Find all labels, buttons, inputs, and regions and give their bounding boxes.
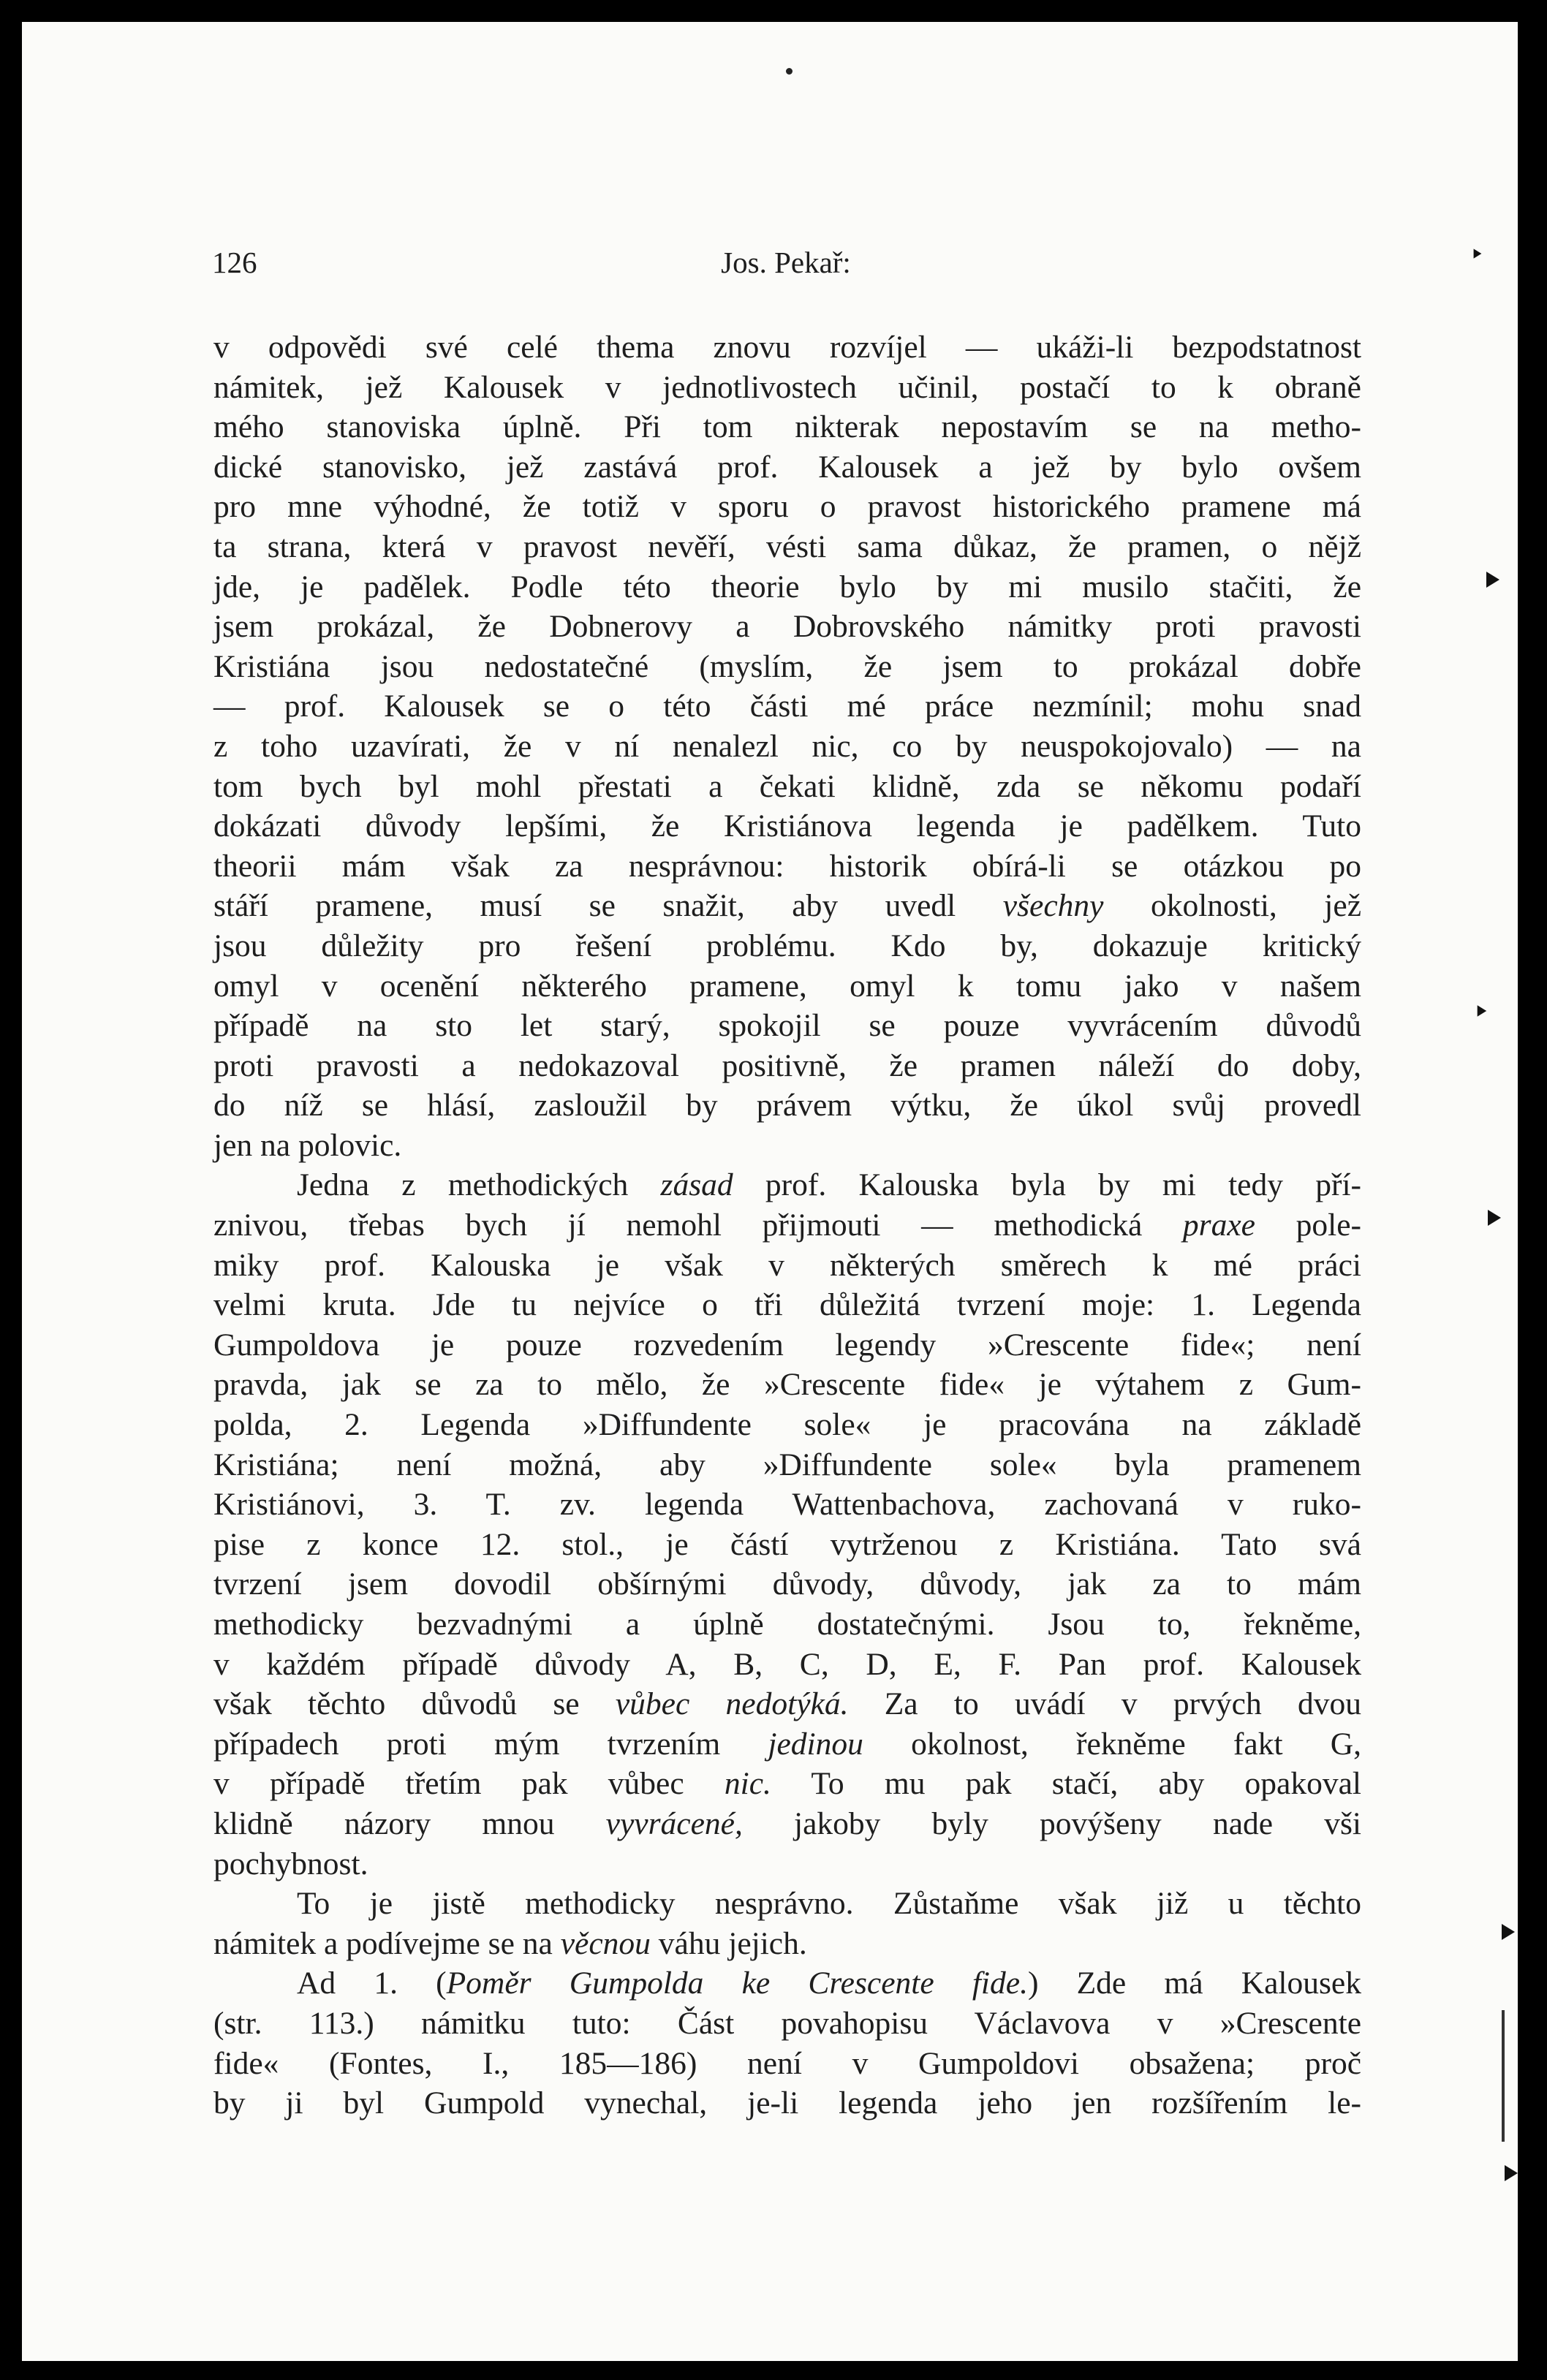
text-line: pochybnost. bbox=[213, 1846, 368, 1881]
text-line: případě na sto let starý, spokojil se pouze vyvrácením důvodů bbox=[213, 1008, 1361, 1044]
margin-mark bbox=[1486, 572, 1499, 588]
text-line: znivou, třebas bych jí nemohl přijmouti — methodická praxe pole- bbox=[213, 1208, 1361, 1243]
text-line: případech proti mým tvrzením jedinou okolnost, řekněme fakt G, bbox=[213, 1726, 1361, 1762]
text-line: Kristiána; není možná, aby »Diffundente sole« byla pramenem bbox=[213, 1447, 1361, 1482]
text-line: proti pravosti a nedokazoval positivně, že pramen náleží do doby, bbox=[213, 1047, 1361, 1083]
italic-emphasis: všechny bbox=[1002, 888, 1104, 924]
text-line: (str. 113.) námitku tuto: Část povahopisu Václavova v »Crescente bbox=[213, 2005, 1361, 2041]
text-line: jde, je padělek. Podle této theorie bylo by mi musilo stačiti, že bbox=[213, 569, 1361, 605]
text-line: mého stanoviska úplně. Při tom nikterak nepostavím se na metho- bbox=[213, 409, 1361, 445]
margin-mark bbox=[1502, 2010, 1505, 2142]
book-page bbox=[22, 22, 1518, 2361]
page-number: 126 bbox=[212, 246, 257, 279]
text-line: stáří pramene, musí se snažit, aby uvedl všechny okolnosti, jež bbox=[213, 888, 1362, 924]
page-header bbox=[212, 245, 1360, 289]
italic-emphasis: jedinou bbox=[768, 1726, 863, 1762]
text-line: Ad 1. (Poměr Gumpolda ke Crescente fide.) Zde má Kalousek bbox=[297, 1966, 1361, 2001]
text-line: Kristiánovi, 3. T. zv. legenda Wattenbachova, zachovaná v ruko- bbox=[213, 1487, 1361, 1523]
body-text bbox=[213, 327, 1361, 2123]
text-line: — prof. Kalousek se o této části mé práce nezmínil; mohu snad bbox=[213, 689, 1361, 724]
margin-mark bbox=[1505, 2165, 1518, 2181]
text-line: polda, 2. Legenda »Diffundente sole« je pracována na základě bbox=[213, 1407, 1361, 1443]
text-line: tvrzení jsem dovodil obšírnými důvody, důvody, jak za to mám bbox=[213, 1566, 1361, 1602]
italic-emphasis: praxe bbox=[1182, 1208, 1255, 1243]
text-line: však těchto důvodů se vůbec nedotýká. Za to uvádí v prvých dvou bbox=[213, 1686, 1361, 1722]
text-line: v případě třetím pak vůbec nic. To mu pak stačí, aby opakoval bbox=[213, 1766, 1361, 1802]
text-line: jen na polovic. bbox=[213, 1127, 402, 1163]
text-line: pravda, jak se za to mělo, že »Crescente fide« je výtahem z Gum- bbox=[213, 1367, 1361, 1403]
text-line: klidně názory mnou vyvrácené, jakoby byly povýšeny nade vši bbox=[213, 1805, 1362, 1841]
italic-emphasis: vyvrácené, bbox=[605, 1805, 743, 1841]
italic-emphasis: zásad bbox=[660, 1167, 733, 1203]
text-line: námitek a podívejme se na věcnou váhu jejich. bbox=[213, 1925, 807, 1961]
text-line: by ji byl Gumpold vynechal, je-li legenda jeho jen rozšířením le- bbox=[213, 2085, 1361, 2121]
text-line: omyl v ocenění některého pramene, omyl k tomu jako v našem bbox=[213, 968, 1361, 1004]
running-head: Jos. Pekař: bbox=[721, 246, 851, 279]
text-line: v odpovědi své celé thema znovu rozvíjel — ukáži-li bezpodstatnost bbox=[213, 330, 1361, 365]
italic-emphasis: Poměr Gumpolda ke Crescente fide. bbox=[446, 1966, 1028, 2001]
text-line: námitek, jež Kalousek v jednotlivostech učinil, postačí to k obraně bbox=[213, 369, 1361, 405]
text-line: Jedna z methodických zásad prof. Kalouska byla by mi tedy pří- bbox=[297, 1167, 1362, 1203]
margin-mark bbox=[1488, 1210, 1501, 1226]
text-line: methodicky bezvadnými a úplně dostatečnými. Jsou to, řekněme, bbox=[213, 1607, 1361, 1642]
text-line: dokázati důvody lepšími, že Kristiánova legenda je padělkem. Tuto bbox=[213, 808, 1361, 844]
margin-mark bbox=[1502, 1924, 1515, 1940]
text-line: dické stanovisko, jež zastává prof. Kalousek a jež by bylo ovšem bbox=[213, 449, 1361, 485]
text-line: tom bych byl mohl přestati a čekati klidně, zda se někomu podaří bbox=[213, 768, 1361, 804]
text-line: fide« (Fontes, I., 185—186) není v Gumpoldovi obsažena; proč bbox=[213, 2045, 1361, 2081]
text-line: miky prof. Kalouska je však v některých směrech k mé práci bbox=[213, 1247, 1361, 1283]
margin-mark bbox=[1474, 249, 1482, 258]
text-line: velmi kruta. Jde tu nejvíce o tři důležitá tvrzení moje: 1. Legenda bbox=[213, 1287, 1361, 1323]
text-line: jsem prokázal, že Dobnerovy a Dobrovského námitky proti pravosti bbox=[213, 609, 1361, 645]
italic-emphasis: věcnou bbox=[560, 1925, 651, 1961]
text-line: v každém případě důvody A, B, C, D, E, F. Pan prof. Kalousek bbox=[213, 1646, 1361, 1682]
text-line: theorii mám však za nesprávnou: historik obírá-li se otázkou po bbox=[213, 848, 1361, 884]
text-line: To je jistě methodicky nesprávno. Zůstaňme však již u těchto bbox=[297, 1886, 1361, 1922]
italic-emphasis: nic. bbox=[724, 1766, 771, 1802]
text-line: do níž se hlásí, zasloužil by právem výtku, že úkol svůj provedl bbox=[213, 1088, 1361, 1123]
text-line: jsou důležity pro řešení problému. Kdo by, dokazuje kritický bbox=[213, 928, 1361, 963]
text-line: ta strana, která v pravost nevěří, vésti sama důkaz, že pramen, o nějž bbox=[213, 528, 1361, 564]
text-line: z toho uzavírati, že v ní nenalezl nic, co by neuspokojovalo) — na bbox=[213, 728, 1361, 764]
text-line: pise z konce 12. stol., je částí vytrženou z Kristiána. Tato svá bbox=[213, 1526, 1361, 1562]
text-line: Kristiána jsou nedostatečné (myslím, že jsem to prokázal dobře bbox=[213, 648, 1361, 684]
text-line: Gumpoldova je pouze rozvedením legendy »Crescente fide«; není bbox=[213, 1327, 1361, 1363]
margin-mark bbox=[1478, 1005, 1487, 1016]
text-line: pro mne výhodné, že totiž v sporu o pravost historického pramene má bbox=[213, 489, 1361, 525]
italic-emphasis: vůbec nedotýká. bbox=[615, 1686, 849, 1722]
margin-mark bbox=[786, 68, 793, 75]
